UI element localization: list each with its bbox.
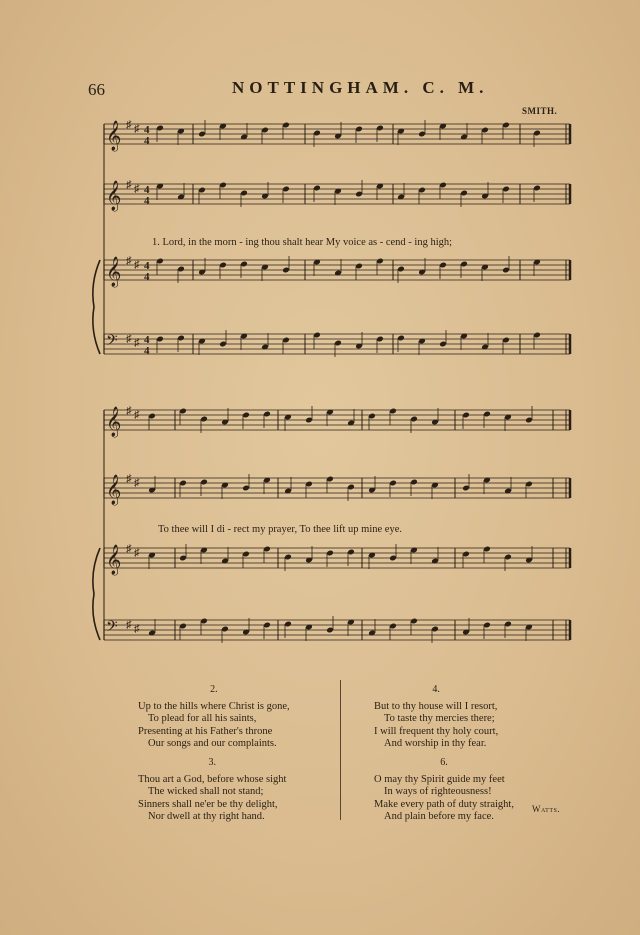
time-signature: 4	[144, 334, 150, 346]
sharp-icon: ♯	[134, 547, 140, 559]
sharp-icon: ♯	[126, 255, 132, 267]
time-signature: 4	[144, 271, 150, 283]
sharp-icon: ♯	[126, 119, 132, 131]
lyric-line-1: 1. Lord, in the morn - ing thou shalt hear My voice as - cend - ing high;	[152, 237, 453, 248]
sharp-icon: ♯	[126, 473, 132, 485]
sharp-icon: ♯	[134, 409, 140, 421]
verse-number: 4.	[432, 684, 440, 695]
sharp-icon: ♯	[134, 183, 140, 195]
verse-4	[374, 684, 498, 751]
column-divider	[340, 680, 341, 820]
lyric-line-2: To thee will I di - rect my prayer, To thee lift up mine eye.	[158, 524, 403, 535]
verse-line: And plain before my face.	[384, 811, 494, 823]
verse-line: I will frequent thy holy court,	[374, 725, 499, 737]
treble-clef: 𝄞	[106, 257, 122, 287]
author-credit: Watts.	[532, 804, 561, 814]
sharp-icon: ♯	[134, 623, 140, 635]
verse-line: Up to the hills where Christ is gone,	[138, 700, 290, 712]
verse-3	[138, 757, 286, 824]
sharp-icon: ♯	[126, 405, 132, 417]
verse-line: O may thy Spirit guide my feet	[374, 773, 505, 785]
sharp-icon: ♯	[134, 477, 140, 489]
brace	[93, 260, 100, 354]
time-signature: 4	[144, 195, 150, 207]
verse-number: 3.	[208, 757, 216, 768]
sharp-icon: ♯	[134, 337, 140, 349]
sharp-icon: ♯	[126, 619, 132, 631]
treble-clef: 𝄞	[106, 181, 122, 211]
verse-line: Thou art a God, before whose sight	[138, 773, 287, 785]
verse-line: The wicked shall not stand;	[148, 786, 264, 798]
bass-clef: 𝄢	[106, 332, 118, 353]
bass-clef: 𝄢	[106, 618, 118, 639]
time-signature: 4	[144, 345, 150, 357]
verse-line: Nor dwell at thy right hand.	[148, 811, 265, 823]
treble-clef: 𝄞	[106, 545, 122, 575]
sharp-icon: ♯	[134, 259, 140, 271]
verse-6	[374, 757, 514, 824]
hymn-title: NOTTINGHAM. C. M.	[232, 78, 489, 97]
verse-line: To plead for all his saints,	[148, 713, 257, 725]
sharp-icon: ♯	[134, 123, 140, 135]
treble-clef: 𝄞	[106, 121, 122, 151]
verse-line: But to thy house will I resort,	[374, 700, 498, 712]
verse-line: To taste thy mercies there;	[384, 713, 495, 725]
verse-line: And worship in thy fear.	[384, 738, 487, 750]
treble-clef: 𝄞	[106, 475, 122, 505]
time-signature: 4	[144, 124, 150, 136]
sharp-icon: ♯	[126, 179, 132, 191]
time-signature: 4	[144, 184, 150, 196]
verse-2	[138, 684, 290, 751]
verse-line: Make every path of duty straight,	[374, 798, 514, 810]
verse-line: Our songs and our complaints.	[148, 738, 277, 750]
time-signature: 4	[144, 135, 150, 147]
sharp-icon: ♯	[126, 543, 132, 555]
verse-line: Sinners shall ne'er be thy delight,	[138, 798, 278, 810]
verse-number: 2.	[210, 684, 218, 695]
treble-clef: 𝄞	[106, 407, 122, 437]
verse-line: In ways of righteousness!	[384, 786, 492, 798]
brace	[93, 548, 100, 640]
time-signature: 4	[144, 260, 150, 272]
verse-number: 6.	[440, 757, 448, 768]
verse-line: Presenting at his Father's throne	[138, 725, 273, 737]
page-number: 66	[88, 80, 105, 99]
sharp-icon: ♯	[126, 333, 132, 345]
composer-credit: SMITH.	[522, 106, 558, 116]
